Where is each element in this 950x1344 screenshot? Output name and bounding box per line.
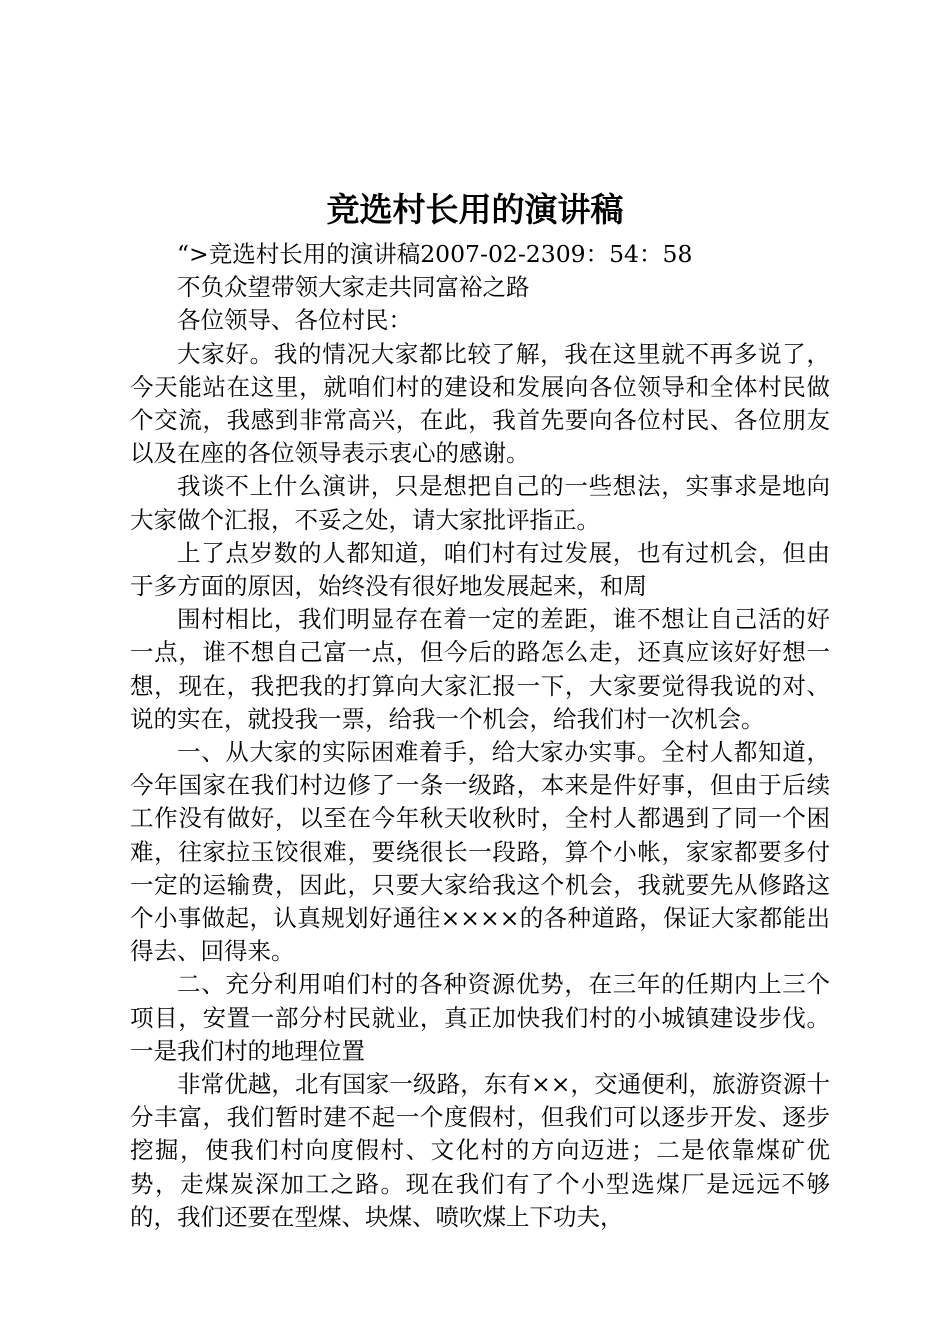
paragraph-comparison: 围村相比，我们明显存在着一定的差距，谁不想让自己活的好一点，谁不想自己富一点，但今后的路怎么走，还真应该好好想一想，现在，我把我的打算向大家汇报一下，大家要觉得我说的对、说的实在，就投我一票，给我一个机会，给我们村一次机会。 bbox=[130, 605, 830, 733]
paragraph-intent: 我谈不上什么演讲，只是想把自己的一些想法，实事求是地向大家做个汇报，不妥之处，请大家批评指正。 bbox=[130, 472, 830, 534]
paragraph-point-two: 二、充分利用咱们村的各种资源优势，在三年的任期内上三个项目，安置一部分村民就业，真正加快我们村的小城镇建设步伐。一是我们村的地理位置 bbox=[130, 970, 830, 1065]
paragraph-greeting: 大家好。我的情况大家都比较了解，我在这里就不再多说了，今天能站在这里，就咱们村的建设和发展向各位领导和全体村民做个交流，我感到非常高兴，在此，我首先要向各位村民、各位朋友以及在座的各位领导表示衷心的感谢。 bbox=[130, 339, 830, 468]
paragraph-point-one: 一、从大家的实际困难着手，给大家办实事。全村人都知道，今年国家在我们村边修了一条一级路，本来是件好事，但由于后续工作没有做好，以至在今年秋天收秋时，全村人都遇到了同一个困难，往家拉玉饺很难，要绕很长一段路，算个小帐，家家都要多付一定的运输费，因此，只要大家给我这个机会，我就要先从修路这个小事做起，认真规划好通往××××的各种道路，保证大家都能出得去、回得来。 bbox=[130, 738, 830, 966]
paragraph-header-line: “>竞选村长用的演讲稿2007-02-2309：54：58 bbox=[177, 240, 693, 268]
paragraph-subtitle: 不负众望带领大家走共同富裕之路 bbox=[177, 273, 530, 302]
paragraph-point-two-continued: 非常优越，北有国家一级路，东有××，交通便利，旅游资源十分丰富，我们暂时建不起一个度假村，但我们可以逐步开发、逐步挖掘，使我们村向度假村、文化村的方向迈进；二是依靠煤矿优势，走煤炭深加工之路。现在我们有了个小型选煤厂是远远不够的，我们还要在型煤、块煤、喷吹煤上下功夫， bbox=[130, 1070, 830, 1231]
paragraph-history: 上了点岁数的人都知道，咱们村有过发展，也有过机会，但由于多方面的原因，始终没有很好地发展起来，和周 bbox=[130, 538, 830, 601]
document-title: 竞选村长用的演讲稿 bbox=[326, 190, 624, 229]
document-body bbox=[130, 238, 830, 1234]
paragraph-salutation: 各位领导、各位村民： bbox=[177, 306, 412, 335]
